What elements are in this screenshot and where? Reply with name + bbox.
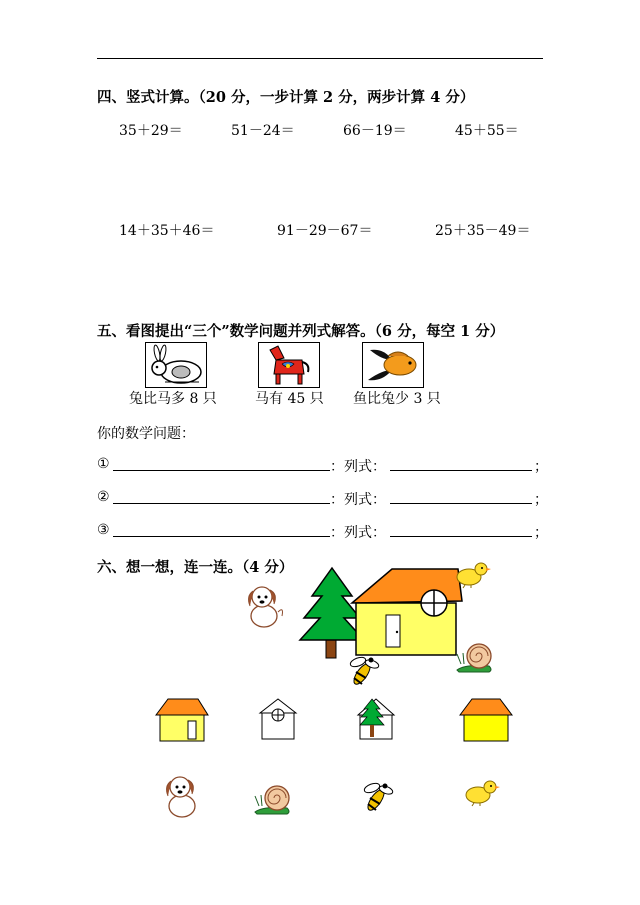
- puppy-icon-bottom[interactable]: [158, 772, 204, 820]
- problem-6: 91－29－67＝: [277, 223, 373, 239]
- caption-horse: 马有 45 只: [255, 391, 324, 407]
- top-rule: [97, 58, 543, 59]
- caption-fish: 鱼比兔少 3 只: [353, 391, 441, 407]
- formula-label-3: ：列式：: [330, 525, 386, 541]
- snail-icon: [455, 638, 495, 674]
- section4-heading: 四、竖式计算。（20 分，一步计算 2 分，两步计算 4 分）: [97, 89, 475, 106]
- problem-3: 66－19＝: [343, 123, 407, 139]
- snail-icon-bottom[interactable]: [253, 780, 293, 816]
- puppy-icon: [240, 582, 286, 630]
- small-house-orange-roof-plain[interactable]: [458, 697, 514, 743]
- chick-icon: [453, 560, 491, 588]
- rabbit-picture: [145, 342, 207, 388]
- big-house-icon: [346, 567, 464, 657]
- item-end-3: ；: [534, 525, 548, 541]
- problem-5: 14＋35＋46＝: [119, 223, 215, 239]
- formula-blank-3[interactable]: [390, 536, 532, 537]
- item-number-2: ②: [97, 489, 110, 505]
- horse-picture: [258, 342, 320, 388]
- small-house-orange-roof-door[interactable]: [154, 697, 210, 743]
- goldfish-picture: [362, 342, 424, 388]
- section5-heading: 五、看图提出“三个”数学问题并列式解答。（6 分，每空 1 分）: [97, 323, 505, 340]
- bee-icon: [346, 654, 380, 690]
- section6-heading: 六、想一想，连一连。（4 分）: [97, 559, 294, 576]
- item-end-2: ；: [534, 492, 548, 508]
- small-house-round-window[interactable]: [258, 697, 298, 741]
- bee-icon-bottom[interactable]: [360, 780, 394, 816]
- formula-blank-2[interactable]: [390, 503, 532, 504]
- question-blank-2[interactable]: [113, 503, 330, 504]
- formula-label-2: ：列式：: [330, 492, 386, 508]
- item-number-3: ③: [97, 522, 110, 538]
- question-blank-1[interactable]: [113, 470, 330, 471]
- small-house-tree[interactable]: [356, 697, 398, 741]
- problem-7: 25＋35－49＝: [435, 223, 531, 239]
- chick-icon-bottom[interactable]: [462, 778, 500, 806]
- problem-2: 51－24＝: [231, 123, 295, 139]
- problem-1: 35＋29＝: [119, 123, 183, 139]
- item-number-1: ①: [97, 456, 110, 472]
- question-prompt: 你的数学问题：: [97, 426, 195, 442]
- question-blank-3[interactable]: [113, 536, 330, 537]
- item-end-1: ；: [534, 459, 548, 475]
- caption-rabbit: 兔比马多 8 只: [129, 391, 217, 407]
- formula-blank-1[interactable]: [390, 470, 532, 471]
- formula-label-1: ：列式：: [330, 459, 386, 475]
- problem-4: 45＋55＝: [455, 123, 519, 139]
